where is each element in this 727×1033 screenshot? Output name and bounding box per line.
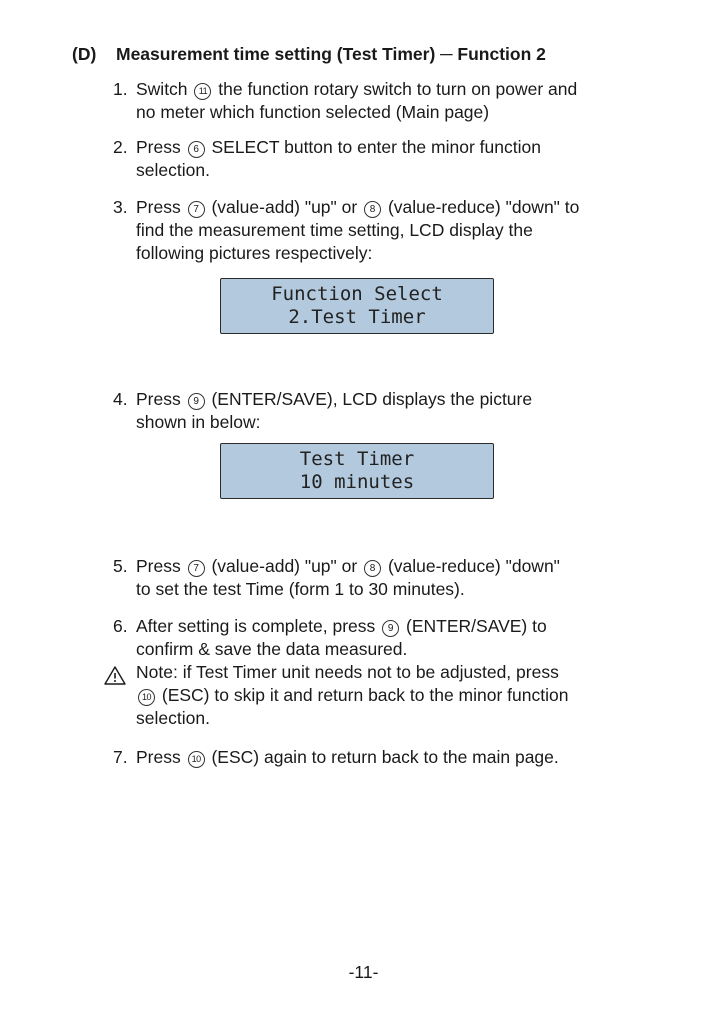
step-text: (value-add) "up" or xyxy=(211,197,358,217)
step-number: 3. xyxy=(113,197,128,217)
step-text: (value-add) "up" or xyxy=(211,556,358,576)
step-2-line-2: selection. xyxy=(136,160,210,180)
step-text: (ENTER/SAVE) to xyxy=(406,616,547,636)
circled-number-icon: 8 xyxy=(364,201,381,218)
step-6-line-1 xyxy=(136,615,683,638)
lcd-row-1: Function Select xyxy=(271,283,443,305)
step-text: (value-reduce) "down" to xyxy=(387,197,580,217)
note xyxy=(113,661,683,730)
step-4 xyxy=(113,388,683,434)
step-number: 5. xyxy=(113,556,128,576)
step-number: 7. xyxy=(113,747,128,767)
circled-number-icon: 6 xyxy=(188,141,205,158)
step-text: Press xyxy=(136,556,181,576)
step-5-line-1 xyxy=(136,555,683,578)
step-2-line-1 xyxy=(136,136,683,159)
step-text: (value-reduce) "down" xyxy=(387,556,560,576)
lcd-display-test-timer xyxy=(220,443,494,499)
step-number: 1. xyxy=(113,79,128,99)
circled-number-icon: 9 xyxy=(188,393,205,410)
step-1 xyxy=(113,78,683,124)
step-text: Press xyxy=(136,747,181,767)
circled-number-icon: 10 xyxy=(138,689,155,706)
step-text: Switch xyxy=(136,79,188,99)
note-line-2 xyxy=(136,684,683,707)
circled-number-icon: 8 xyxy=(364,560,381,577)
circled-number-icon: 10 xyxy=(188,751,205,768)
lcd-display-function-select xyxy=(220,278,494,334)
step-1-line-2: no meter which function selected (Main page) xyxy=(136,102,490,122)
step-5-line-2: to set the test Time (form 1 to 30 minutes). xyxy=(136,579,465,599)
step-text: Press xyxy=(136,197,181,217)
lcd-row-2: 2.Test Timer xyxy=(288,306,426,328)
step-3 xyxy=(113,196,683,265)
note-line-3: selection. xyxy=(136,708,210,728)
step-number: 2. xyxy=(113,137,128,157)
circled-number-icon: 7 xyxy=(188,560,205,577)
step-3-line-2: find the measurement time setting, LCD display the xyxy=(136,220,533,240)
step-number: 6. xyxy=(113,616,128,636)
step-text: the function rotary switch to turn on power and xyxy=(218,79,578,99)
step-6 xyxy=(113,615,683,661)
step-1-line-1 xyxy=(136,78,683,101)
step-6-line-2: confirm & save the data measured. xyxy=(136,639,408,659)
step-3-line-1 xyxy=(136,196,683,219)
step-text: Press xyxy=(136,137,181,157)
step-2 xyxy=(113,136,683,182)
step-text: (ESC) again to return back to the main page. xyxy=(211,747,559,767)
step-4-line-2: shown in below: xyxy=(136,412,261,432)
lcd-row-1: Test Timer xyxy=(299,448,415,470)
step-number: 4. xyxy=(113,389,128,409)
note-text: (ESC) to skip it and return back to the minor function xyxy=(161,685,569,705)
step-7-line-1 xyxy=(136,746,683,769)
page-number: -11- xyxy=(348,962,379,982)
step-text: SELECT button to enter the minor function xyxy=(211,137,541,157)
step-4-line-1 xyxy=(136,388,683,411)
step-text: After setting is complete, press xyxy=(136,616,376,636)
step-text: Press xyxy=(136,389,181,409)
circled-number-icon: 7 xyxy=(188,201,205,218)
section-label: (D) xyxy=(72,44,97,64)
step-3-line-3: following pictures respectively: xyxy=(136,243,373,263)
section-title: Measurement time setting (Test Timer) ─ Function 2 xyxy=(116,44,546,64)
step-text: (ENTER/SAVE), LCD displays the picture xyxy=(211,389,533,409)
section-heading xyxy=(72,44,546,65)
circled-number-icon: 9 xyxy=(382,620,399,637)
step-7 xyxy=(113,746,683,769)
step-5 xyxy=(113,555,683,601)
circled-number-icon: 11 xyxy=(194,83,211,100)
lcd-row-2: 10 minutes xyxy=(299,471,415,493)
note-line-1: Note: if Test Timer unit needs not to be adjusted, press xyxy=(136,662,559,682)
